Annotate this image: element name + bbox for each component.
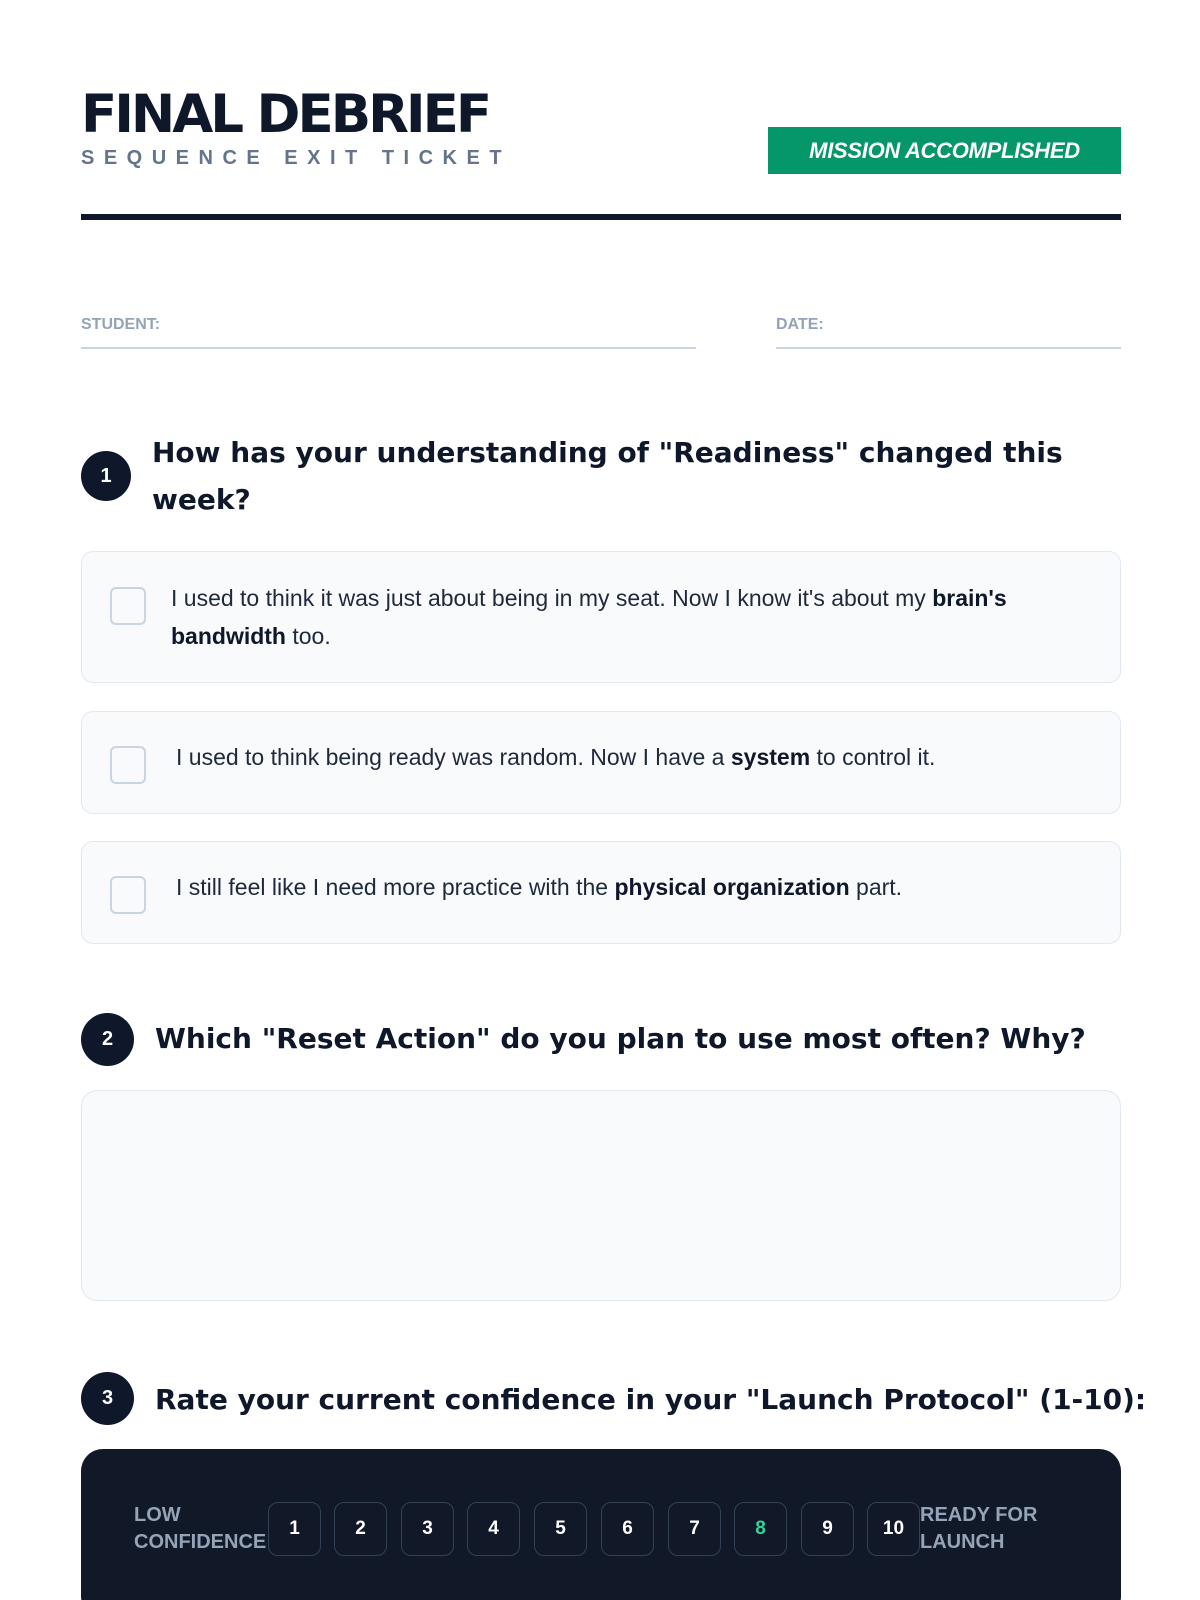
rating-button-7[interactable]: 7 (668, 1502, 721, 1556)
rating-button-10[interactable]: 10 (867, 1502, 920, 1556)
rating-button-1[interactable]: 1 (268, 1502, 321, 1556)
page-title: FINAL DEBRIEF (81, 84, 490, 145)
question-1-option-1[interactable] (81, 551, 1121, 683)
option-text: I used to think it was just about being in my seat. Now I know it's about my brain's bandwidth too. (171, 585, 1007, 649)
rating-button-9[interactable]: 9 (801, 1502, 854, 1556)
high-confidence-label: READY FOR LAUNCH (920, 1504, 1038, 1553)
question-1-option-3[interactable] (81, 841, 1121, 944)
option-text: I still feel like I need more practice with the physical organization part. (176, 874, 903, 900)
question-number-1: 1 (81, 451, 131, 501)
option-checkbox[interactable] (110, 876, 146, 914)
date-label: DATE: (776, 316, 824, 333)
confidence-rating-panel (81, 1449, 1121, 1600)
option-text: I used to think being ready was random. Now I have a system to control it. (176, 744, 936, 770)
page-subtitle: SEQUENCE EXIT TICKET (81, 147, 512, 169)
question-number-2: 2 (81, 1013, 134, 1066)
question-2-text: Which "Reset Action" do you plan to use most often? Why? (155, 1022, 1086, 1055)
rating-button-2[interactable]: 2 (334, 1502, 387, 1556)
question-1-option-2[interactable] (81, 711, 1121, 814)
header-divider (81, 214, 1121, 220)
student-field[interactable] (81, 347, 696, 349)
rating-button-5[interactable]: 5 (534, 1502, 587, 1556)
option-checkbox[interactable] (110, 587, 146, 625)
low-confidence-label: LOW CONFIDENCE (134, 1504, 267, 1553)
question-3-text: Rate your current confidence in your "Launch Protocol" (1-10): (155, 1383, 1147, 1416)
rating-button-8[interactable]: 8 (734, 1502, 787, 1556)
question-2-answer-area[interactable] (81, 1090, 1121, 1301)
question-number-3: 3 (81, 1372, 134, 1425)
rating-button-6[interactable]: 6 (601, 1502, 654, 1556)
date-field[interactable] (776, 347, 1121, 349)
status-badge: MISSION ACCOMPLISHED (768, 127, 1121, 174)
page-header (81, 85, 1121, 225)
option-checkbox[interactable] (110, 746, 146, 784)
question-1-text: How has your understanding of "Readiness" changed this week? (152, 436, 1063, 516)
rating-button-3[interactable]: 3 (401, 1502, 454, 1556)
rating-button-4[interactable]: 4 (467, 1502, 520, 1556)
student-label: STUDENT: (81, 316, 161, 333)
